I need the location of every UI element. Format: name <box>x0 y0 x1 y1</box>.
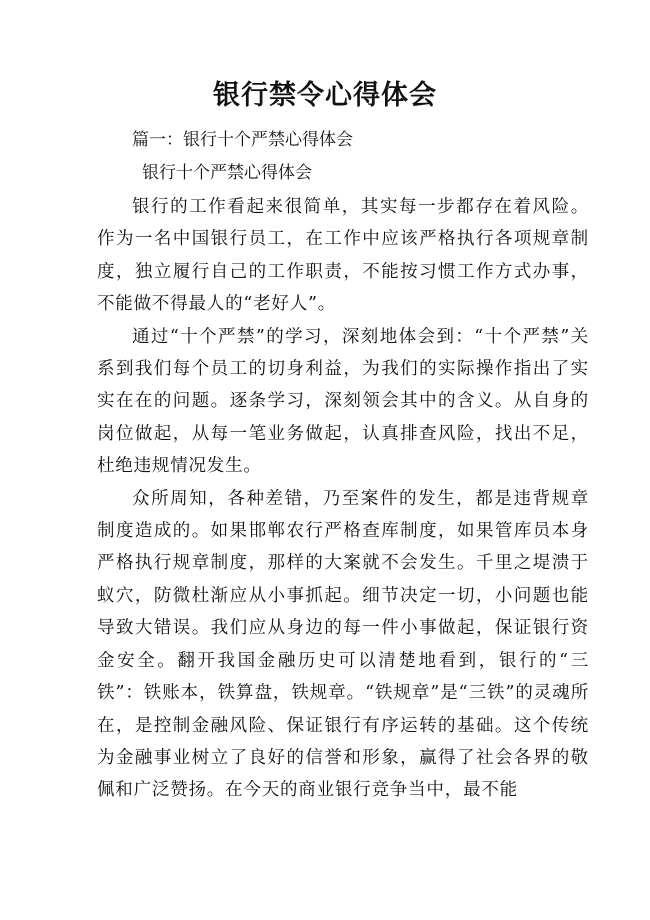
section-heading: 篇一：银行十个严禁心得体会 <box>132 130 353 150</box>
subheading: 银行十个严禁心得体会 <box>142 163 312 183</box>
body-text <box>97 191 589 807</box>
paragraph: 众所周知，各种差错，乃至案件的发生，都是违背规章制度造成的。如果邯郸农行严格查库制度，如果管库员本身严格执行规章制度，那样的大案就不会发生。千里之堤溃于蚁穴，防微杜渐应从小事抓起。细节决定一切，小问题也能导致大错误。我们应从身边的每一件小事做起，保证银行资金安全。翻开我国金融历史可以清楚地看到，银行的“三铁”：铁账本，铁算盘，铁规章。“铁规章”是“三铁”的灵魂所在，是控制金融风险、保证银行有序运转的基础。这个传统为金融事业树立了良好的信誉和形象，赢得了社会各界的敬佩和广泛赞扬。在今天的商业银行竞争当中，最不能 <box>97 488 589 801</box>
document-title: 银行禁令心得体会 <box>213 80 437 111</box>
paragraph: 通过“十个严禁”的学习，深刻地体会到：“十个严禁”关系到我们每个员工的切身利益，为我们的实际操作指出了实实在在的问题。逐条学习，深刻领会其中的含义。从自身的岗位做起，从每一笔业务做起，认真排查风险，找出不足，杜绝违规情况发生。 <box>97 326 589 477</box>
paragraph: 银行的工作看起来很简单，其实每一步都存在着风险。作为一名中国银行员工，在工作中应该严格执行各项规章制度，独立履行自己的工作职责，不能按习惯工作方式办事，不能做不得最人的“老好人”。 <box>97 197 589 315</box>
